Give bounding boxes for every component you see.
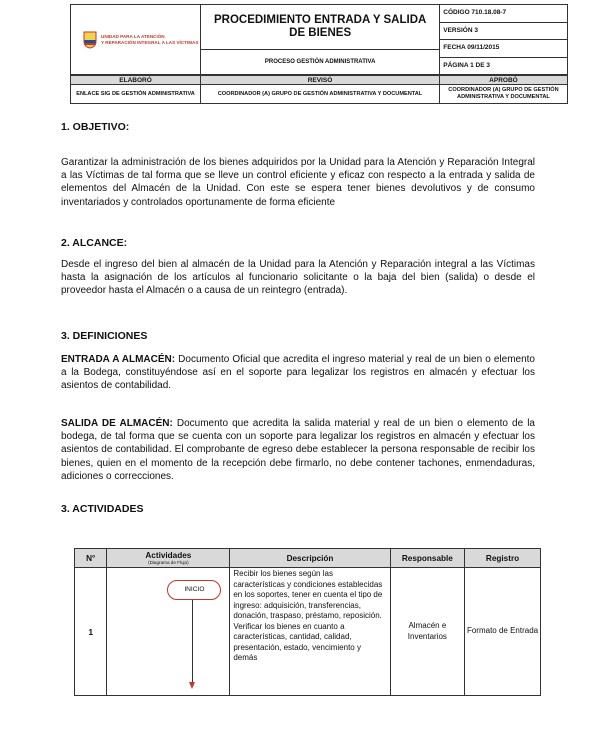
document-title: PROCEDIMIENTO ENTRADA Y SALIDA DE BIENES (213, 14, 427, 40)
title-cell (201, 5, 440, 50)
flow-diagram-cell (107, 568, 230, 696)
definiciones-heading: 3. DEFINICIONES (61, 330, 148, 342)
row-responsable: Almacén e Inventarios (390, 568, 464, 696)
entrada-term: ENTRADA A ALMACÉN: (61, 354, 176, 365)
salida-definition (61, 417, 535, 483)
flow-start-node: INICIO (167, 580, 221, 600)
document-header (70, 4, 568, 75)
salida-term: SALIDA DE ALMACÉN: (61, 418, 173, 429)
entrada-text: Documento Oficial que acredita el ingreso material y real de un bien o elemento a la Bodega, constituyéndose así en el soporte para legalizar los registros en almacén y efectuar los asientos de contabilidad. (61, 354, 535, 392)
actividades-header-sub: (Diagrama de Flujo) (148, 560, 189, 565)
salida-text: Documento que acredita la salida material y real de un bien o elemento de la bodega, de tal forma que se cuenta con un soporte para legalizar los registros en almacén y efectuar los asientos de contabilidad. El comprobante de egreso debe establecer la persona responsable de recibir los bienes, quien en el momento de la recepción debe firmarlo, no debe contener tachones, enmendaduras, adiciones o correcciones. (61, 418, 535, 482)
actividades-heading: 3. ACTIVIDADES (61, 503, 144, 515)
col-registro-header: Registro (465, 549, 541, 568)
col-num-header: N° (75, 549, 107, 568)
row-num: 1 (75, 568, 107, 696)
unit-logo (71, 31, 200, 49)
row-descripcion: Recibir los bienes según las características y condiciones establecidas en los soportes, tener en cuenta el tipo de ingreso: adquisición, transferencias, donación, traspaso, préstamo, reposición. Verificar los bienes en cuanto a características, cantidad, calidad, presentación, estado, vencimiento y demás (230, 568, 390, 696)
logo-line-1: UNIDAD PARA LA ATENCIÓN (101, 33, 165, 39)
flow-connector-line (192, 600, 193, 686)
process-cell (201, 50, 440, 75)
meta-cell (440, 5, 568, 75)
objetivo-heading: 1. OBJETIVO: (61, 121, 130, 133)
objetivo-text: Garantizar la administración de los bienes adquiridos por la Unidad para la Atención y Reparación Integral a las Víctimas de tal forma que se lleve un control eficiente y eficaz con respecto a la entrada y salida de elementos del Almacén de la Unidad. Con este se espera tener bienes devolutivos y de consumo inventariados y controlados oportunamente de forma eficiente (61, 157, 535, 208)
aprobo-label: APROBÓ (439, 76, 567, 85)
reviso-value: COORDINADOR (A) GRUPO DE GESTIÓN ADMINISTRATIVA Y DOCUMENTAL (201, 85, 440, 104)
document-code: CÓDIGO 710.18.08-7 (440, 5, 567, 23)
table-row (75, 568, 541, 696)
entrada-definition (61, 353, 535, 393)
row-registro: Formato de Entrada (465, 568, 541, 696)
elaboro-label: ELABORÓ (71, 76, 201, 85)
arrow-down-icon (189, 682, 195, 689)
aprobo-value: COORDINADOR (A) GRUPO DE GESTIÓN ADMINISTRATIVA Y DOCUMENTAL (439, 85, 567, 104)
col-actividades-header (107, 549, 230, 568)
logo-line-2: Y REPARACIÓN INTEGRAL A LAS VÍCTIMAS (101, 39, 199, 45)
document-date: FECHA 09/11/2015 (440, 40, 567, 58)
page-number: PÁGINA 1 DE 3 (443, 61, 490, 69)
coat-of-arms-icon (83, 31, 97, 49)
document-version: VERSIÓN 3 (440, 23, 567, 41)
alcance-text: Desde el ingreso del bien al almacén de la Unidad para la Atención y Reparación integral a las Víctimas hasta la asignación de los artículos al funcionario solicitante o la baja del bien (salida) o desde el proveedor hasta el Almacén o a causa de un reintegro (entrada). (61, 259, 535, 297)
process-name: PROCESO GESTIÓN ADMINISTRATIVA (264, 59, 376, 66)
alcance-heading: 2. ALCANCE: (61, 237, 128, 249)
elaboro-value: ENLACE SIG DE GESTIÓN ADMINISTRATIVA (71, 85, 201, 104)
actividades-header-label: Actividades (145, 551, 192, 560)
col-descripcion-header: Descripción (230, 549, 390, 568)
activities-table (74, 548, 541, 696)
col-responsable-header: Responsable (390, 549, 464, 568)
signature-table (70, 75, 568, 104)
reviso-label: REVISÓ (201, 76, 440, 85)
logo-cell (71, 5, 201, 75)
